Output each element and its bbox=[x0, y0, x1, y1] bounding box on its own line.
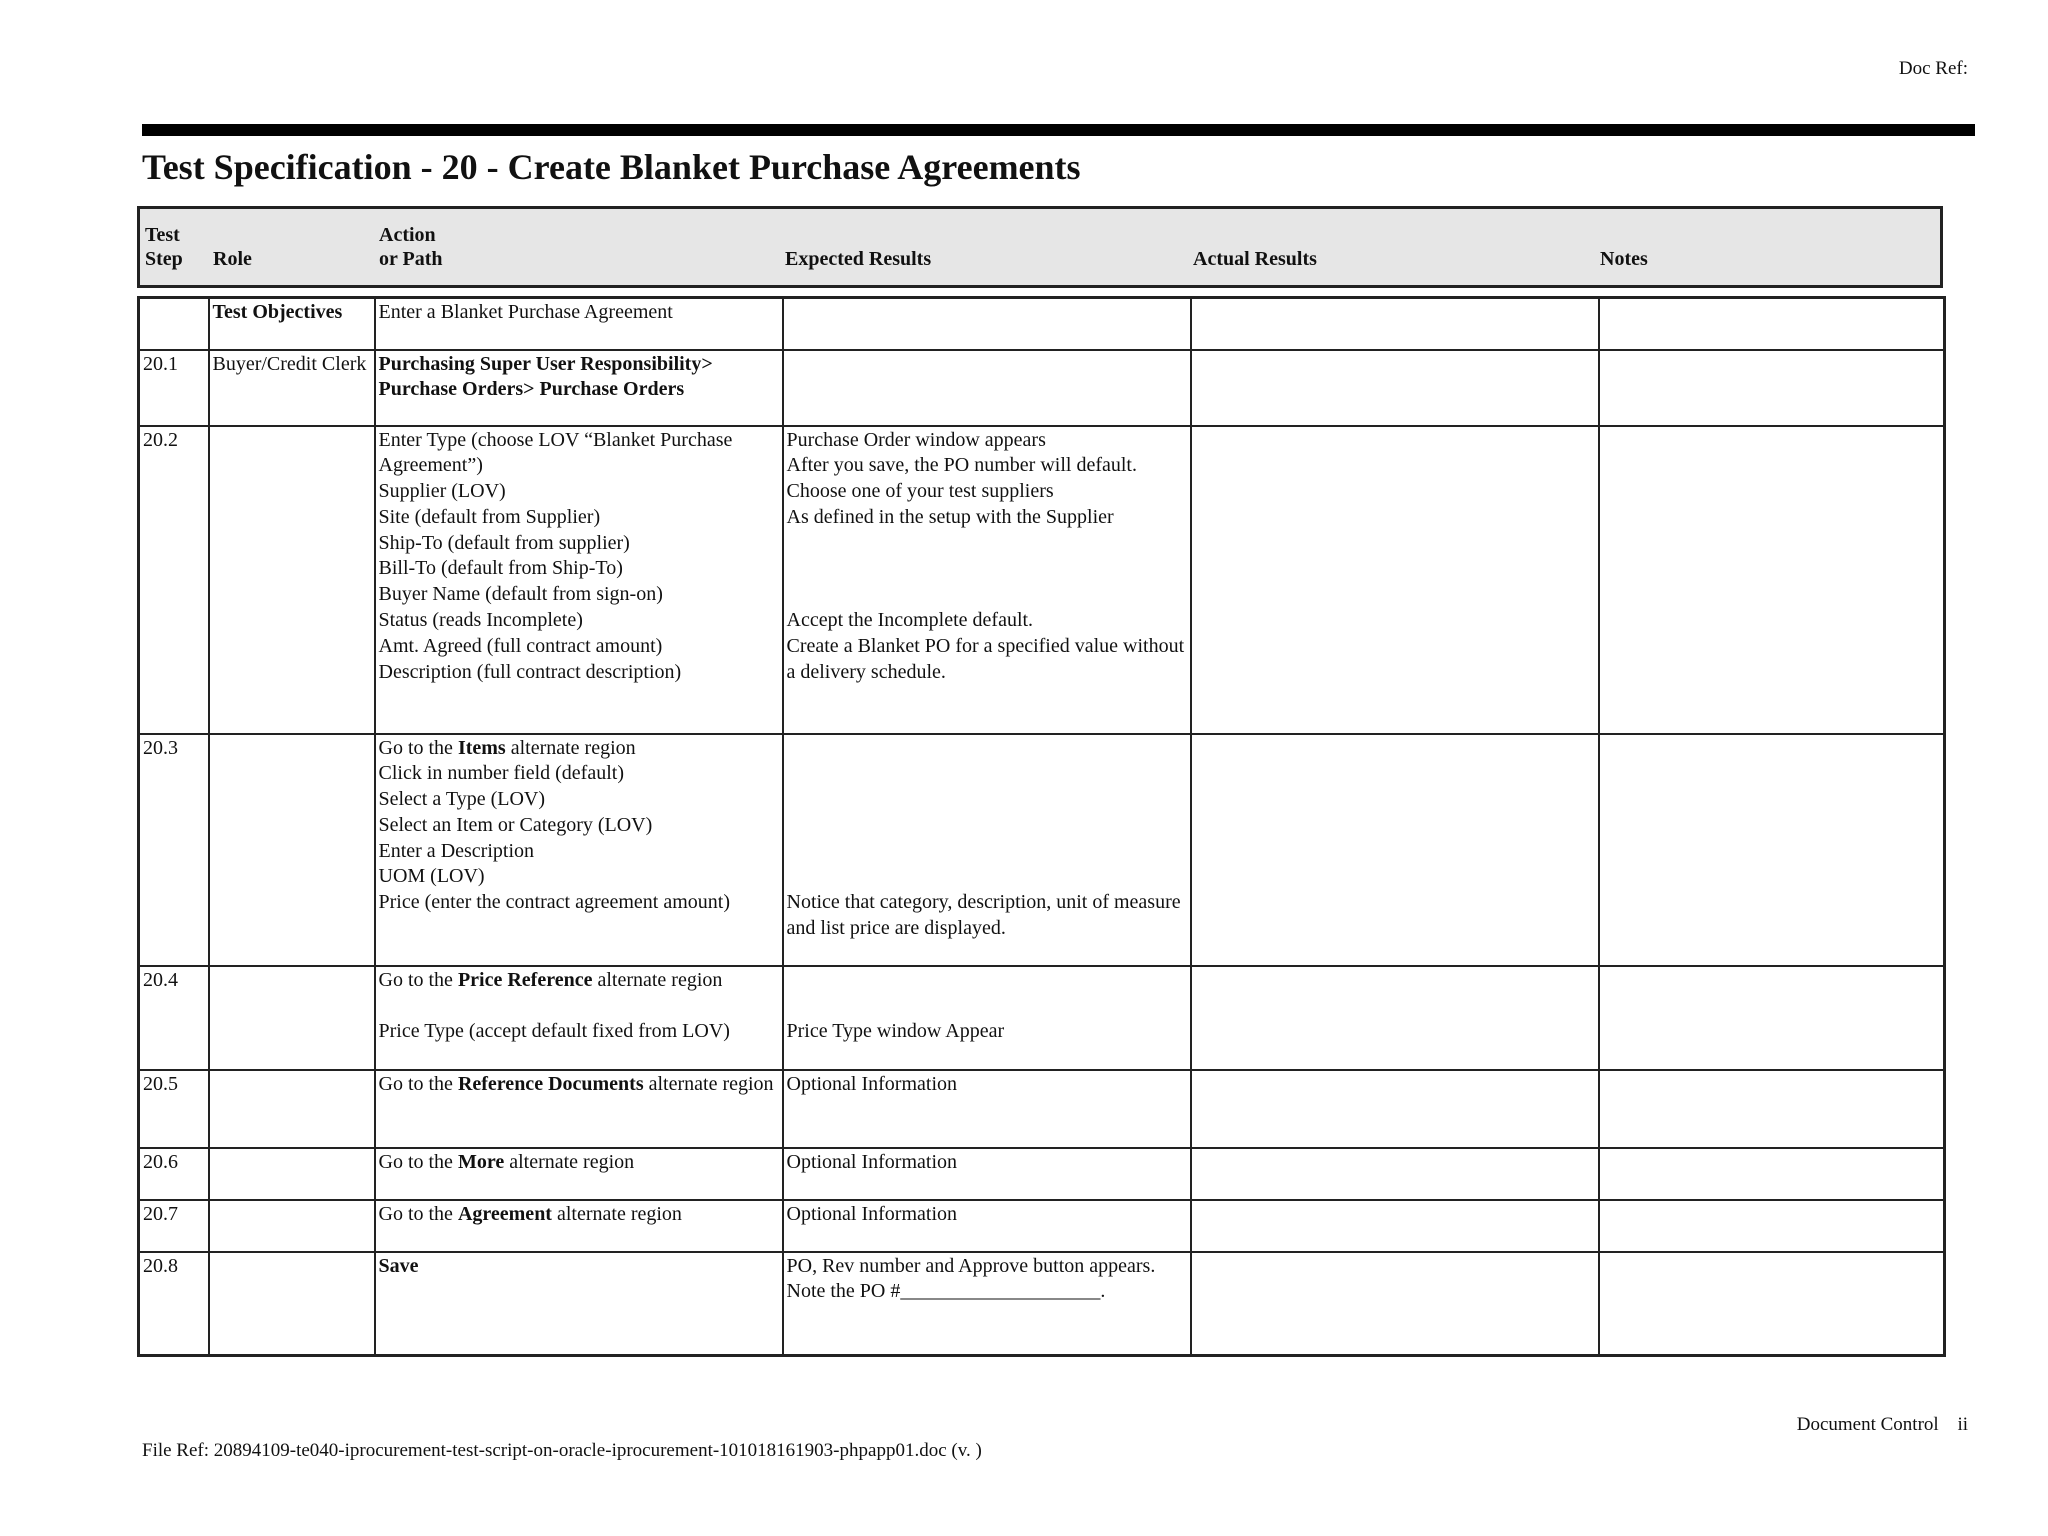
expected-line: As defined in the setup with the Supplier bbox=[786, 505, 1114, 528]
column-header-notes: Notes bbox=[1600, 248, 1648, 270]
expected-cell bbox=[783, 734, 1191, 966]
role-cell bbox=[209, 966, 375, 1070]
table-header bbox=[137, 206, 1943, 288]
test-step-cell: 20.2 bbox=[139, 426, 209, 734]
action-cell bbox=[375, 1252, 783, 1356]
expected-line bbox=[787, 839, 1187, 865]
action-line: UOM (LOV) bbox=[378, 865, 485, 888]
expected-cell bbox=[783, 1148, 1191, 1200]
test-step-cell: 20.6 bbox=[139, 1148, 209, 1200]
expected-line: Purchase Order window appears bbox=[786, 428, 1046, 451]
actual-results-cell bbox=[1191, 1148, 1599, 1200]
action-line: Click in number field (default) bbox=[378, 762, 624, 785]
action-cell bbox=[375, 350, 783, 426]
expected-line: Accept the Incomplete default. bbox=[786, 609, 1034, 632]
test-spec-body bbox=[139, 298, 1945, 1356]
expected-line bbox=[787, 556, 1187, 582]
action-text: Go to the bbox=[378, 736, 458, 759]
expected-line bbox=[787, 968, 1187, 994]
action-line: Enter a Description bbox=[378, 839, 534, 862]
action-line: Purchasing Super User Responsibility> bbox=[378, 352, 713, 375]
table-row bbox=[139, 1070, 1945, 1148]
role-cell bbox=[209, 1200, 375, 1252]
action-emphasis: Items bbox=[457, 736, 506, 759]
test-step-cell: 20.4 bbox=[139, 966, 209, 1070]
action-text: alternate region bbox=[504, 1150, 635, 1173]
actual-results-cell bbox=[1191, 1252, 1599, 1356]
notes-cell bbox=[1599, 1148, 1945, 1200]
expected-line: Optional Information bbox=[786, 1202, 958, 1225]
expected-line: Create a Blanket PO for a specified value without a delivery schedule. bbox=[786, 634, 1185, 683]
page-title: Test Specification - 20 - Create Blanket Purchase Agreements bbox=[142, 147, 1081, 187]
table-row bbox=[139, 350, 1945, 426]
action-cell bbox=[375, 1070, 783, 1148]
document-control-label bbox=[1797, 1414, 1968, 1436]
column-header-expected: Expected Results bbox=[785, 248, 932, 270]
action-line: Price (enter the contract agreement amount) bbox=[378, 891, 730, 914]
table-row bbox=[139, 1200, 1945, 1252]
actual-results-cell bbox=[1191, 1070, 1599, 1148]
action-line: Bill-To (default from Ship-To) bbox=[378, 557, 623, 580]
role-cell bbox=[209, 1252, 375, 1356]
expected-line bbox=[787, 352, 1187, 378]
action-line: Enter a Blanket Purchase Agreement bbox=[378, 301, 673, 323]
action-line: Enter Type (choose LOV “Blanket Purchase Agreement”) bbox=[378, 428, 733, 477]
notes-cell bbox=[1599, 298, 1945, 350]
expected-line bbox=[787, 813, 1187, 839]
test-step-cell: 20.1 bbox=[139, 350, 209, 426]
expected-line: After you save, the PO number will default. bbox=[786, 454, 1137, 477]
table-row bbox=[139, 1148, 1945, 1200]
expected-line bbox=[787, 864, 1187, 890]
role-cell: Test Objectives bbox=[209, 298, 375, 350]
action-emphasis: More bbox=[457, 1150, 505, 1173]
expected-cell bbox=[783, 350, 1191, 426]
action-line bbox=[379, 1072, 779, 1098]
expected-cell bbox=[783, 426, 1191, 734]
actual-results-cell bbox=[1191, 1200, 1599, 1252]
action-text: Go to the bbox=[378, 1150, 458, 1173]
action-cell bbox=[375, 426, 783, 734]
action-line: Price Type (accept default fixed from LOV) bbox=[378, 1020, 730, 1043]
action-cell bbox=[375, 298, 783, 350]
action-line: Supplier (LOV) bbox=[378, 480, 506, 503]
table-row bbox=[139, 966, 1945, 1070]
action-text: Go to the bbox=[378, 1202, 458, 1225]
test-step-cell: 20.3 bbox=[139, 734, 209, 966]
action-text: alternate region bbox=[643, 1072, 774, 1095]
notes-cell bbox=[1599, 734, 1945, 966]
expected-line: Optional Information bbox=[786, 1072, 958, 1095]
table-row bbox=[139, 298, 1945, 350]
action-line bbox=[379, 1202, 779, 1228]
action-cell bbox=[375, 734, 783, 966]
test-step-cell: 20.8 bbox=[139, 1252, 209, 1356]
action-line: Select a Type (LOV) bbox=[378, 788, 546, 811]
expected-line: Notice that category, description, unit of measure and list price are displayed. bbox=[786, 891, 1181, 940]
document-control-text: Document Control bbox=[1796, 1414, 1939, 1435]
expected-cell bbox=[783, 966, 1191, 1070]
column-header-action-line2: or Path bbox=[379, 248, 443, 270]
action-cell bbox=[375, 966, 783, 1070]
action-line bbox=[379, 968, 779, 994]
actual-results-cell bbox=[1191, 734, 1599, 966]
expected-line bbox=[787, 582, 1187, 608]
expected-line: PO, Rev number and Approve button appears. Note the PO #____________________. bbox=[786, 1254, 1156, 1303]
notes-cell bbox=[1599, 350, 1945, 426]
action-cell bbox=[375, 1200, 783, 1252]
test-spec-table bbox=[137, 296, 1946, 1357]
notes-cell bbox=[1599, 426, 1945, 734]
column-header-action-line1: Action bbox=[379, 224, 436, 246]
column-header-actual: Actual Results bbox=[1193, 248, 1317, 270]
page-number: ii bbox=[1957, 1414, 1968, 1435]
action-line: Description (full contract description) bbox=[378, 660, 682, 683]
role-cell bbox=[209, 1148, 375, 1200]
expected-cell bbox=[783, 1070, 1191, 1148]
notes-cell bbox=[1599, 1252, 1945, 1356]
header-rule bbox=[142, 124, 1975, 136]
action-text: Go to the bbox=[378, 968, 458, 991]
action-text: alternate region bbox=[505, 736, 636, 759]
table-row bbox=[139, 1252, 1945, 1356]
expected-line bbox=[787, 736, 1187, 762]
action-emphasis: Agreement bbox=[457, 1202, 552, 1225]
action-line bbox=[379, 1150, 779, 1176]
role-cell: Buyer/Credit Clerk bbox=[209, 350, 375, 426]
action-line: Site (default from Supplier) bbox=[378, 505, 601, 528]
action-line: Purchase Orders> Purchase Orders bbox=[378, 378, 685, 401]
action-line: Buyer Name (default from sign-on) bbox=[378, 583, 663, 606]
action-line: Save bbox=[378, 1254, 419, 1277]
expected-cell bbox=[783, 1252, 1191, 1356]
action-text: alternate region bbox=[592, 968, 723, 991]
action-line: Select an Item or Category (LOV) bbox=[378, 813, 653, 836]
action-text: alternate region bbox=[551, 1202, 682, 1225]
action-line: Status (reads Incomplete) bbox=[378, 609, 583, 632]
column-header-test-step-line1: Test bbox=[145, 224, 180, 246]
actual-results-cell bbox=[1191, 426, 1599, 734]
expected-cell bbox=[783, 298, 1191, 350]
expected-line bbox=[787, 993, 1187, 1019]
expected-line: Choose one of your test suppliers bbox=[786, 480, 1054, 503]
action-emphasis: Price Reference bbox=[457, 968, 593, 991]
action-text: Go to the bbox=[378, 1072, 458, 1095]
expected-line bbox=[787, 531, 1187, 557]
action-line: Ship-To (default from supplier) bbox=[378, 531, 630, 554]
action-cell bbox=[375, 1148, 783, 1200]
expected-cell bbox=[783, 1200, 1191, 1252]
expected-line: Optional Information bbox=[786, 1150, 958, 1173]
file-ref: File Ref: 20894109-te040-iprocurement-test-script-on-oracle-iprocurement-101018161903-phpapp01.doc (v. ) bbox=[142, 1440, 982, 1461]
action-emphasis: Reference Documents bbox=[457, 1072, 644, 1095]
actual-results-cell bbox=[1191, 350, 1599, 426]
column-header-test-step bbox=[145, 223, 183, 271]
notes-cell bbox=[1599, 966, 1945, 1070]
notes-cell bbox=[1599, 1070, 1945, 1148]
role-cell bbox=[209, 426, 375, 734]
action-line: Amt. Agreed (full contract amount) bbox=[378, 634, 663, 657]
action-line bbox=[379, 736, 779, 762]
expected-line bbox=[787, 787, 1187, 813]
column-header-action bbox=[379, 223, 443, 271]
role-cell bbox=[209, 1070, 375, 1148]
role-cell bbox=[209, 734, 375, 966]
test-step-cell: 20.7 bbox=[139, 1200, 209, 1252]
doc-ref-label: Doc Ref: bbox=[1898, 58, 1968, 79]
table-row bbox=[139, 426, 1945, 734]
column-header-test-step-line2: Step bbox=[145, 248, 183, 270]
actual-results-cell bbox=[1191, 966, 1599, 1070]
test-step-cell: 20.5 bbox=[139, 1070, 209, 1148]
expected-line: Price Type window Appear bbox=[786, 1020, 1005, 1043]
actual-results-cell bbox=[1191, 298, 1599, 350]
action-line bbox=[379, 993, 779, 1019]
expected-line bbox=[787, 761, 1187, 787]
notes-cell bbox=[1599, 1200, 1945, 1252]
column-header-role: Role bbox=[213, 248, 252, 270]
test-step-cell bbox=[139, 298, 209, 350]
expected-line bbox=[787, 300, 1187, 326]
table-row bbox=[139, 734, 1945, 966]
